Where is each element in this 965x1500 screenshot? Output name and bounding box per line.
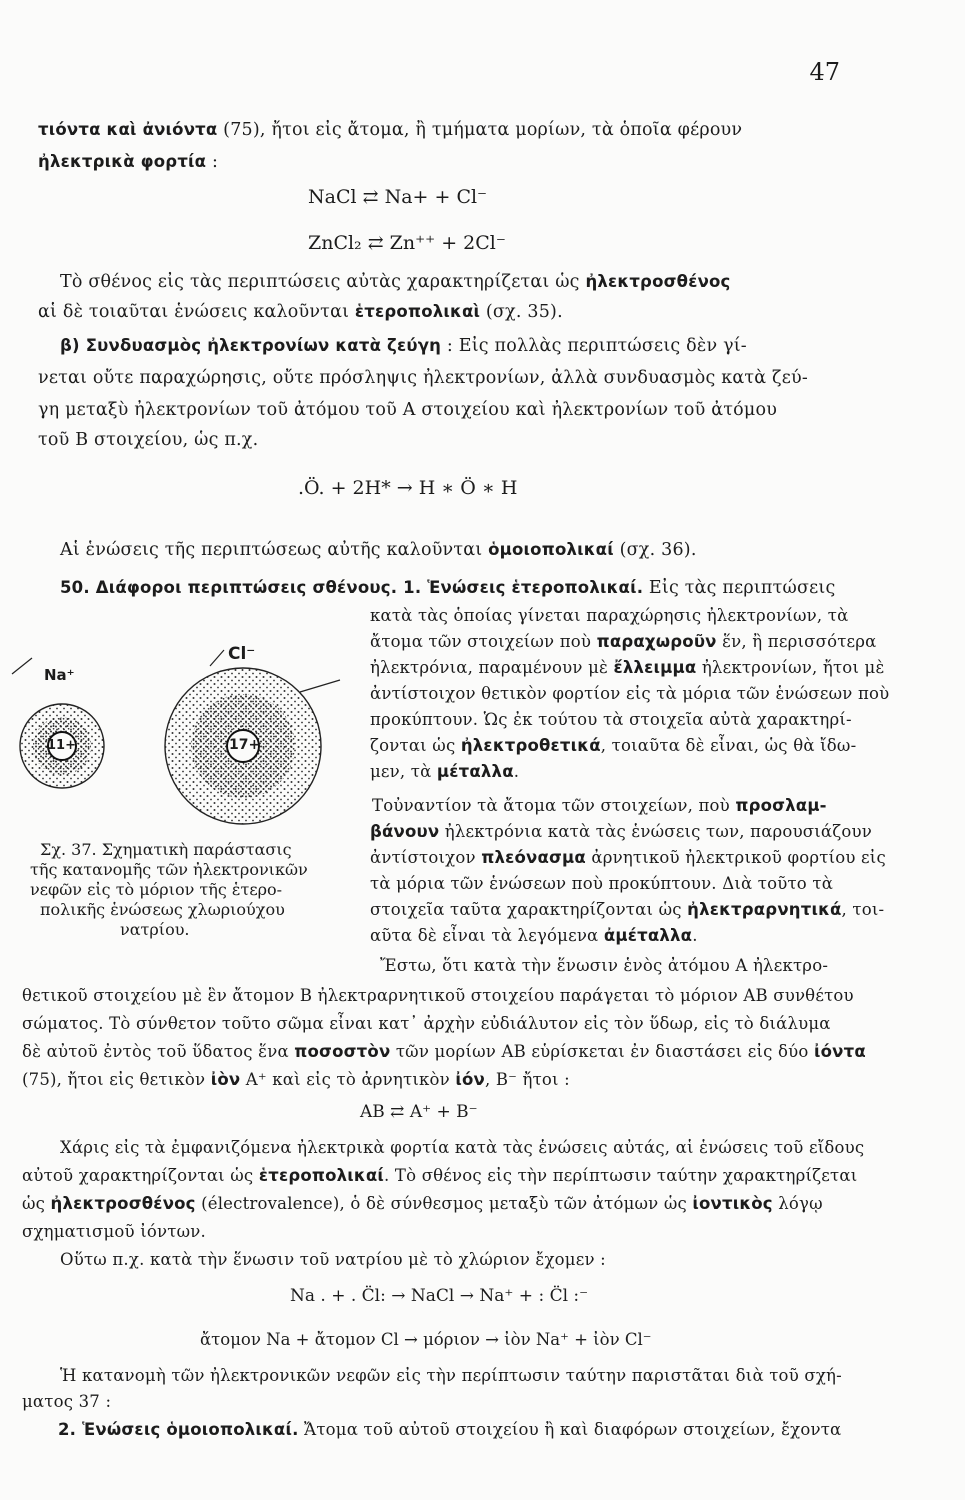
nucleus-label-cl: 17+ — [229, 737, 261, 753]
text-line: κατὰ τὰς ὁποίας γίνεται παραχώρησις ἠλεκτρονίων, τὰ — [370, 606, 849, 625]
bold-term: παραχωροῦν — [596, 632, 717, 651]
bold-term: ἑτεροπολικαί — [258, 1166, 385, 1185]
text-line: τοῦ Β στοιχείου, ὡς π.χ. — [38, 430, 259, 450]
text-line — [370, 926, 698, 945]
bold-term: ἠλεκτροθετικά — [460, 736, 601, 755]
bold-term: προσλαμ- — [735, 796, 827, 815]
bold-term: ἔλλειμμα — [613, 658, 697, 677]
leader-line — [210, 650, 224, 666]
figure-caption: Σχ. 37. Σχηματικὴ παράστασις — [40, 840, 292, 859]
text-span: . — [692, 926, 698, 945]
text-line: προκύπτουν. Ὡς ἐκ τούτου τὰ στοιχεῖα αὐτὰ χαρακτηρί- — [370, 710, 852, 729]
figure-label-na: Na⁺ — [44, 666, 75, 684]
text-span: . Τὸ σθένος εἰς τὴν περίπτωσιν ταύτην χαρακτηρίζεται — [384, 1166, 858, 1185]
text-span: (75), ἤτοι εἰς θετικὸν — [22, 1070, 211, 1089]
text-line — [58, 1420, 841, 1439]
text-line — [38, 152, 218, 172]
text-line — [38, 120, 742, 140]
bold-term: ἑτεροπολικαὶ — [354, 302, 481, 321]
figure-caption: νατρίου. — [120, 920, 190, 939]
bold-term: 2. Ἑνώσεις ὁμοιοπολικαί. — [58, 1420, 299, 1439]
text-line — [370, 762, 519, 781]
page-number: 47 — [809, 58, 840, 86]
text-span: (σχ. 36). — [613, 540, 697, 560]
text-line: θετικοῦ στοιχείου μὲ ἓν ἄτομον Β ἠλεκτραρνητικοῦ στοιχείου παράγεται τὸ μόριον ΑΒ συνθέτου — [22, 986, 854, 1005]
text-span: : — [206, 152, 219, 172]
figure-caption: τῆς κατανομῆς τῶν ἠλεκτρονικῶν — [30, 860, 308, 879]
text-line: ἀντίστοιχον θετικὸν φορτίον εἰς τὰ μόρια τῶν ἑνώσεων ποὺ — [370, 684, 890, 703]
text-line — [370, 848, 886, 867]
bold-term: ἰὸν — [210, 1070, 241, 1089]
bold-term: ἰόν — [455, 1070, 485, 1089]
text-line — [370, 632, 877, 651]
text-line — [60, 540, 697, 560]
text-line — [22, 1070, 570, 1089]
text-span: Αἱ ἑνώσεις τῆς περιπτώσεως αὐτῆς καλοῦνται — [60, 540, 489, 560]
text-span: Α⁺ καὶ εἰς τὸ ἀρνητικὸν — [240, 1070, 456, 1089]
text-line — [370, 658, 885, 677]
text-line: σχηματισμοῦ ἰόντων. — [22, 1222, 206, 1241]
text-span: ὡς — [22, 1194, 51, 1213]
equation-nacl: NaCl ⇄ Na+ + Cl⁻ — [308, 186, 488, 208]
bold-term: μέταλλα — [436, 762, 514, 781]
text-line — [370, 736, 856, 755]
text-line — [370, 822, 872, 841]
text-span: Τὸ σθένος εἰς τὰς περιπτώσεις αὐτὰς χαρακτηρίζεται ὡς — [60, 272, 586, 292]
equation-zncl2: ZnCl₂ ⇄ Zn⁺⁺ + 2Cl⁻ — [308, 232, 506, 254]
text-span: (σχ. 35). — [480, 302, 563, 322]
text-line: ματος 37 : — [22, 1392, 112, 1411]
figure-caption: πολικῆς ἑνώσεως χλωριούχου — [40, 900, 285, 919]
text-span: Εἰς τὰς περιπτώσεις — [643, 578, 836, 598]
text-line — [22, 1194, 823, 1213]
text-span: τῶν μορίων ΑΒ εὑρίσκεται ἐν διαστάσει εἰς δύο — [390, 1042, 814, 1061]
text-line: Χάρις εἰς τὰ ἐμφανιζόμενα ἠλεκτρικὰ φορτία κατὰ τὰς ἑνώσεις αὐτάς, αἱ ἑνώσεις τοῦ εἴδους — [60, 1138, 865, 1157]
text-span: Τοὐναντίον τὰ ἄτομα τῶν στοιχείων, ποὺ — [372, 796, 736, 815]
text-line — [22, 1042, 866, 1061]
leader-line — [12, 658, 32, 674]
bold-term: ἠλεκτρικὰ φορτία — [38, 152, 207, 171]
bold-term: ἀμέταλλα — [603, 926, 693, 945]
text-line — [370, 900, 884, 919]
equation-ab: ΑΒ ⇄ Α⁺ + Β⁻ — [360, 1102, 478, 1122]
text-span: (75), ἤτοι εἰς ἄτομα, ἢ τμήματα μορίων, τὰ ὁποῖα φέρουν — [217, 120, 743, 140]
text-line — [22, 1166, 857, 1185]
text-span: μεν, τὰ — [370, 762, 437, 781]
text-span: (électrovalence), ὁ δὲ σύνθεσμος μεταξὺ τῶν ἀτόμων ὡς — [195, 1194, 693, 1213]
bold-term: ὁμοιοπολικαί — [488, 540, 614, 559]
bold-term: ἠλεκτραρνητικά — [687, 900, 842, 919]
bold-term: τιόντα καὶ ἀνιόντα — [38, 120, 218, 139]
bold-term: 50. Διάφοροι περιπτώσεις σθένους. 1. Ἑνώσεις ἑτεροπολικαί. — [60, 578, 644, 597]
leader-line — [300, 680, 340, 692]
nucleus-label-na: 11+ — [47, 738, 76, 753]
bold-term: ἰόντα — [813, 1042, 866, 1061]
text-span: ἠλεκτρόνια κατὰ τὰς ἑνώσεις των, παρουσιάζουν — [439, 822, 873, 841]
text-span: . — [513, 762, 520, 781]
text-line — [372, 796, 827, 815]
text-line: Οὕτω π.χ. κατὰ τὴν ἕνωσιν τοῦ νατρίου μὲ τὸ χλώριον ἔχομεν : — [60, 1250, 606, 1269]
figure-label-cl: Cl⁻ — [228, 644, 256, 664]
text-span: αῦτα δὲ εἶναι τὰ λεγόμενα — [370, 926, 604, 945]
text-span: , τοιαῦτα δὲ εἶναι, ὡς θὰ ἴδω- — [600, 736, 857, 755]
text-line — [60, 272, 731, 292]
text-line — [60, 336, 747, 356]
equation-atoms-to-ions: ἄτομον Na + ἄτομον Cl → μόριον → ἰὸν Na⁺ + ἰὸν Cl⁻ — [200, 1330, 652, 1349]
text-span: αἱ δὲ τοιαῦται ἑνώσεις καλοῦνται — [38, 302, 355, 322]
section-heading — [60, 578, 835, 598]
bold-term: ἠλεκτροσθένος — [585, 272, 731, 291]
text-span: δὲ αὐτοῦ ἐντὸς τοῦ ὕδατος ἕνα — [22, 1042, 295, 1061]
text-line: σώματος. Τὸ σύνθετον τοῦτο σῶμα εἶναι κατ᾽ ἀρχὴν εὐδιάλυτον εἰς τὸν ὕδωρ, εἰς τὸ διάλυμα — [22, 1014, 831, 1033]
bold-term: ἠλεκτροσθένος — [50, 1194, 196, 1213]
text-span: ἀντίστοιχον — [370, 848, 482, 867]
bold-term: πλεόνασμα — [481, 848, 586, 867]
text-line: νεται οὔτε παραχώρησις, οὔτε πρόσληψις ἠλεκτρονίων, ἀλλὰ συνδυασμὸς κατὰ ζεύ- — [38, 368, 808, 388]
text-span: στοιχεῖα ταῦτα χαρακτηρίζονται ὡς — [370, 900, 688, 919]
text-span: , τοι- — [841, 900, 885, 919]
text-line: Ἔστω, ὅτι κατὰ τὴν ἕνωσιν ἑνὸς ἀτόμου Α ἠλεκτρο- — [380, 956, 829, 975]
bold-term: βάνουν — [370, 822, 440, 841]
text-line — [38, 302, 563, 322]
text-span: ἀρνητικοῦ ἠλεκτρικοῦ φορτίου εἰς — [585, 848, 886, 867]
bold-term: β) Συνδυασμὸς ἠλεκτρονίων κατὰ ζεύγη — [60, 336, 442, 355]
text-span: ζονται ὡς — [370, 736, 461, 755]
text-span: ἠλεκτρονίων, ἤτοι μὲ — [696, 658, 885, 677]
equation-water: .Ö. + 2H* → H ∗ Ö ∗ H — [298, 477, 518, 499]
figure-caption: νεφῶν εἰς τὸ μόριον τῆς ἑτερο- — [30, 880, 283, 899]
text-span: ἄτομα τῶν στοιχείων ποὺ — [370, 632, 597, 651]
text-span: ἕν, ἢ περισσότερα — [716, 632, 877, 651]
text-line: τὰ μόρια τῶν ἑνώσεων ποὺ προκύπτουν. Διὰ τοῦτο τὰ — [370, 874, 834, 893]
equation-sodium-chlorine: Na . + . C̈l: → NaCl → Na⁺ + : C̈l :⁻ — [290, 1286, 589, 1306]
text-span: Ἄτομα τοῦ αὐτοῦ στοιχείου ἢ καὶ διαφόρων στοιχείων, ἔχοντα — [298, 1420, 842, 1439]
text-line: γη μεταξὺ ἠλεκτρονίων τοῦ ἀτόμου τοῦ Α στοιχείου καὶ ἠλεκτρονίων τοῦ ἀτόμου — [38, 400, 778, 420]
text-span: αὐτοῦ χαρακτηρίζονται ὡς — [22, 1166, 259, 1185]
text-span: : Εἰς πολλὰς περιπτώσεις δὲν γί- — [441, 336, 747, 356]
text-line: Ἡ κατανομὴ τῶν ἠλεκτρονικῶν νεφῶν εἰς τὴν περίπτωσιν ταύτην παριστᾶται διὰ τοῦ σχή- — [60, 1366, 842, 1385]
bold-term: ποσοστὸν — [294, 1042, 391, 1061]
text-span: λόγῳ — [772, 1194, 823, 1213]
text-span: , Β⁻ ἤτοι : — [484, 1070, 570, 1089]
bold-term: ἰοντικὸς — [692, 1194, 773, 1213]
text-span: ἠλεκτρόνια, παραμένουν μὲ — [370, 658, 614, 677]
